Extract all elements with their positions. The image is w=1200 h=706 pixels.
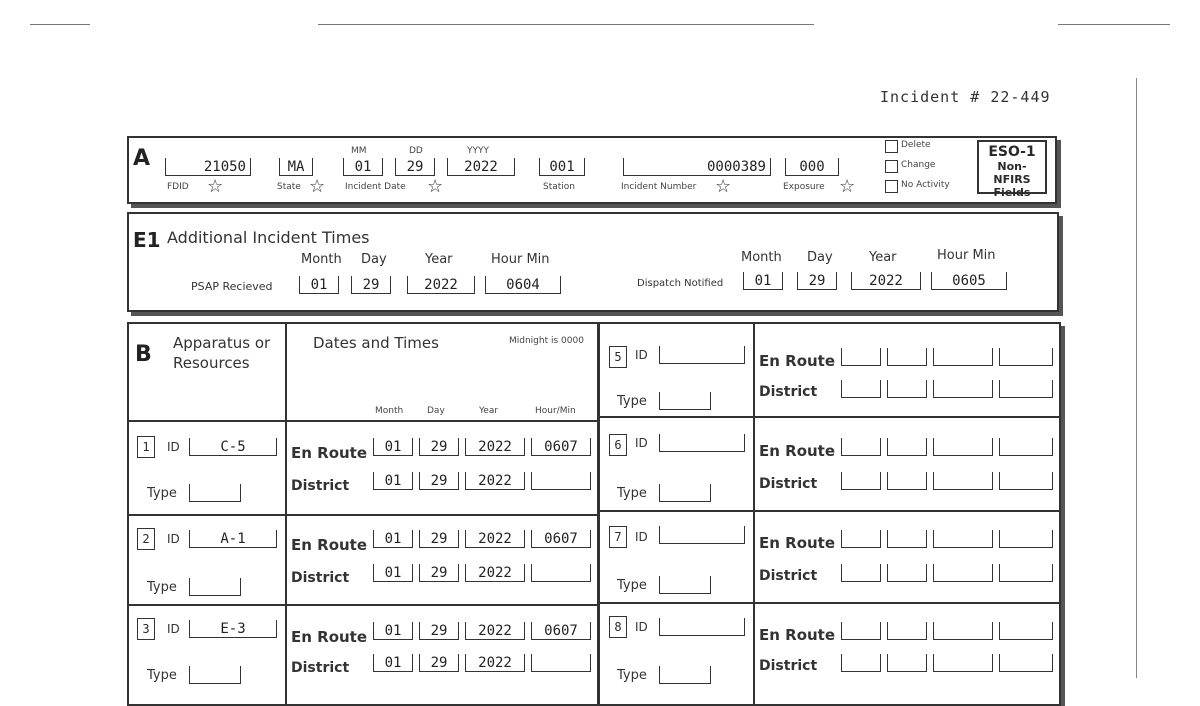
- dispatch-month-field[interactable]: 01: [743, 272, 783, 290]
- fields-label: Fields: [993, 186, 1031, 199]
- midnight-note: Midnight is 0000: [509, 336, 584, 346]
- unit-id-label: ID: [167, 622, 180, 636]
- exposure-label: Exposure: [783, 182, 825, 192]
- dispatch-month-label: Month: [741, 250, 782, 265]
- state-label: State: [277, 182, 301, 192]
- unit-number-box: 6: [609, 434, 627, 456]
- apparatus-title-line2: Resources: [173, 354, 250, 372]
- district-day-field[interactable]: [887, 564, 927, 582]
- unit-id-label: ID: [635, 530, 648, 544]
- district-label: District: [291, 660, 350, 676]
- district-month-field[interactable]: [841, 564, 881, 582]
- unit-type-field[interactable]: [189, 578, 241, 596]
- psap-year-label: Year: [425, 252, 453, 267]
- divider: [599, 602, 1059, 604]
- en-route-label: En Route: [759, 626, 836, 644]
- en-route-label: En Route: [291, 536, 368, 554]
- no-activity-checkbox[interactable]: [885, 180, 898, 193]
- district-day-field[interactable]: [887, 472, 927, 490]
- col-day-label: Day: [427, 406, 445, 416]
- en-route-day-field[interactable]: [887, 622, 927, 640]
- dispatch-hourmin-field[interactable]: 0605: [931, 272, 1007, 290]
- section-e1-title: Additional Incident Times: [167, 228, 370, 247]
- station-label: Station: [543, 182, 575, 192]
- unit-type-field[interactable]: [189, 484, 241, 502]
- apparatus-title-line1: Apparatus or: [173, 334, 271, 352]
- unit-type-field[interactable]: [659, 576, 711, 594]
- unit-id-field[interactable]: A-1: [189, 530, 277, 548]
- district-day-field[interactable]: 29: [419, 654, 459, 672]
- psap-day-label: Day: [361, 252, 387, 267]
- en-route-hourmin-field[interactable]: [999, 348, 1053, 366]
- unit-id-label: ID: [167, 532, 180, 546]
- en-route-label: En Route: [291, 628, 368, 646]
- en-route-year-field[interactable]: [933, 622, 993, 640]
- incident-number-header: Incident # 22-449: [880, 88, 1051, 106]
- incident-year-field[interactable]: 2022: [447, 158, 515, 176]
- en-route-month-field[interactable]: 01: [373, 438, 413, 456]
- unit-type-field[interactable]: [659, 666, 711, 684]
- district-label: District: [759, 658, 818, 674]
- yyyy-label: YYYY: [467, 146, 489, 156]
- non-nfirs-label: Non-NFIRS: [993, 160, 1031, 186]
- unit-id-label: ID: [167, 440, 180, 454]
- right-margin-rule: [1136, 78, 1137, 678]
- dispatch-hourmin-label: Hour Min: [937, 248, 996, 263]
- unit-number-box: 7: [609, 526, 627, 548]
- unit-type-label: Type: [147, 668, 177, 683]
- psap-received-label: PSAP Recieved: [191, 280, 273, 293]
- fdid-field[interactable]: 21050: [165, 158, 251, 176]
- dispatch-day-label: Day: [807, 250, 833, 265]
- en-route-year-field[interactable]: 2022: [465, 622, 525, 640]
- district-year-field[interactable]: 2022: [465, 472, 525, 490]
- district-hourmin-field[interactable]: [999, 564, 1053, 582]
- district-month-field[interactable]: [841, 654, 881, 672]
- change-checkbox[interactable]: [885, 160, 898, 173]
- unit-id-field[interactable]: [659, 434, 745, 452]
- required-star-icon: ☆: [309, 176, 326, 197]
- incident-number-label: Incident Number: [621, 182, 697, 192]
- district-hourmin-field[interactable]: [531, 654, 591, 672]
- en-route-month-field[interactable]: 01: [373, 530, 413, 548]
- en-route-hourmin-field[interactable]: 0607: [531, 530, 591, 548]
- incident-number-field[interactable]: 0000389: [623, 158, 771, 176]
- form-id-box: [977, 140, 1047, 199]
- no-activity-label: No Activity: [901, 180, 950, 190]
- en-route-label: En Route: [759, 534, 836, 552]
- unit-type-label: Type: [617, 486, 647, 501]
- divider: [599, 510, 1059, 512]
- incident-day-field[interactable]: 29: [395, 158, 435, 176]
- district-label: District: [291, 478, 350, 494]
- required-star-icon: ☆: [427, 176, 444, 197]
- en-route-year-field[interactable]: [933, 530, 993, 548]
- district-label: District: [291, 570, 350, 586]
- exposure-field[interactable]: 000: [785, 158, 839, 176]
- top-scan-line: [30, 24, 90, 25]
- unit-number-box: 3: [137, 618, 155, 640]
- district-hourmin-field[interactable]: [531, 564, 591, 582]
- en-route-day-field[interactable]: 29: [419, 438, 459, 456]
- psap-year-field[interactable]: 2022: [407, 276, 475, 294]
- unit-id-field[interactable]: E-3: [189, 620, 277, 638]
- en-route-label: En Route: [291, 444, 368, 462]
- en-route-label: En Route: [759, 442, 836, 460]
- en-route-day-field[interactable]: [887, 438, 927, 456]
- en-route-day-field[interactable]: [887, 348, 927, 366]
- district-day-field[interactable]: 29: [419, 472, 459, 490]
- psap-month-field[interactable]: 01: [299, 276, 339, 294]
- district-year-field[interactable]: [933, 654, 993, 672]
- state-field[interactable]: MA: [279, 158, 313, 176]
- fdid-label: FDID: [167, 182, 189, 192]
- district-day-field[interactable]: [887, 380, 927, 398]
- required-star-icon: ☆: [839, 176, 856, 197]
- station-field[interactable]: 001: [539, 158, 585, 176]
- district-hourmin-field[interactable]: [999, 380, 1053, 398]
- district-year-field[interactable]: 2022: [465, 654, 525, 672]
- psap-month-label: Month: [301, 252, 342, 267]
- district-month-field[interactable]: 01: [373, 472, 413, 490]
- section-a-panel: [127, 136, 1057, 204]
- en-route-hourmin-field[interactable]: [999, 530, 1053, 548]
- en-route-month-field[interactable]: 01: [373, 622, 413, 640]
- district-hourmin-field[interactable]: [531, 472, 591, 490]
- en-route-year-field[interactable]: [933, 348, 993, 366]
- form-id-label: ESO-1: [988, 144, 1036, 160]
- unit-number-box: 5: [609, 346, 627, 368]
- top-scan-line: [318, 24, 814, 25]
- delete-checkbox[interactable]: [885, 140, 898, 153]
- unit-id-field[interactable]: [659, 526, 745, 544]
- dispatch-year-field[interactable]: 2022: [851, 272, 921, 290]
- unit-id-label: ID: [635, 620, 648, 634]
- divider: [753, 324, 755, 704]
- dispatch-year-label: Year: [869, 250, 897, 265]
- district-day-field[interactable]: 29: [419, 564, 459, 582]
- required-star-icon: ☆: [715, 176, 732, 197]
- en-route-label: En Route: [759, 352, 836, 370]
- district-hourmin-field[interactable]: [999, 654, 1053, 672]
- unit-type-label: Type: [617, 578, 647, 593]
- unit-id-field[interactable]: [659, 618, 745, 636]
- psap-hourmin-label: Hour Min: [491, 252, 550, 267]
- unit-type-field[interactable]: [659, 484, 711, 502]
- en-route-month-field[interactable]: [841, 622, 881, 640]
- en-route-month-field[interactable]: [841, 530, 881, 548]
- top-scan-line: [1058, 24, 1170, 25]
- district-label: District: [759, 476, 818, 492]
- district-label: District: [759, 384, 818, 400]
- divider: [129, 514, 597, 516]
- district-month-field[interactable]: 01: [373, 564, 413, 582]
- psap-hourmin-field[interactable]: 0604: [485, 276, 561, 294]
- section-e1-panel: [127, 212, 1059, 312]
- en-route-hourmin-field[interactable]: [999, 438, 1053, 456]
- district-year-field[interactable]: 2022: [465, 564, 525, 582]
- dispatch-day-field[interactable]: 29: [797, 272, 837, 290]
- en-route-hourmin-field[interactable]: 0607: [531, 622, 591, 640]
- en-route-month-field[interactable]: [841, 438, 881, 456]
- en-route-day-field[interactable]: 29: [419, 622, 459, 640]
- col-month-label: Month: [375, 406, 404, 416]
- unit-type-field[interactable]: [659, 392, 711, 410]
- unit-id-label: ID: [635, 436, 648, 450]
- divider: [599, 416, 1059, 418]
- unit-number-box: 1: [137, 436, 155, 458]
- divider: [129, 420, 597, 422]
- unit-number-box: 2: [137, 528, 155, 550]
- section-b-panel: [127, 322, 1061, 706]
- district-month-field[interactable]: [841, 380, 881, 398]
- col-hourmin-label: Hour/Min: [535, 406, 576, 416]
- unit-type-label: Type: [617, 394, 647, 409]
- dd-label: DD: [409, 146, 423, 156]
- mm-label: MM: [351, 146, 367, 156]
- en-route-month-field[interactable]: [841, 348, 881, 366]
- en-route-year-field[interactable]: 2022: [465, 530, 525, 548]
- district-year-field[interactable]: [933, 472, 993, 490]
- unit-id-field[interactable]: [659, 346, 745, 364]
- unit-type-field[interactable]: [189, 666, 241, 684]
- district-year-field[interactable]: [933, 380, 993, 398]
- unit-type-label: Type: [617, 668, 647, 683]
- district-label: District: [759, 568, 818, 584]
- en-route-day-field[interactable]: 29: [419, 530, 459, 548]
- divider: [129, 604, 597, 606]
- en-route-year-field[interactable]: 2022: [465, 438, 525, 456]
- incident-month-field[interactable]: 01: [343, 158, 383, 176]
- col-year-label: Year: [479, 406, 499, 416]
- section-e1-letter: E1: [133, 228, 161, 252]
- unit-type-label: Type: [147, 580, 177, 595]
- change-label: Change: [901, 160, 936, 170]
- en-route-year-field[interactable]: [933, 438, 993, 456]
- unit-id-label: ID: [635, 348, 648, 362]
- en-route-hourmin-field[interactable]: 0607: [531, 438, 591, 456]
- psap-day-field[interactable]: 29: [351, 276, 391, 294]
- incident-date-label: Incident Date: [345, 182, 406, 192]
- en-route-hourmin-field[interactable]: [999, 622, 1053, 640]
- unit-number-box: 8: [609, 616, 627, 638]
- district-hourmin-field[interactable]: [999, 472, 1053, 490]
- dates-times-title: Dates and Times: [313, 334, 439, 352]
- district-day-field[interactable]: [887, 654, 927, 672]
- en-route-day-field[interactable]: [887, 530, 927, 548]
- unit-type-label: Type: [147, 486, 177, 501]
- required-star-icon: ☆: [207, 176, 224, 197]
- divider: [597, 324, 600, 704]
- section-a-letter: A: [133, 146, 151, 171]
- dispatch-notified-label: Dispatch Notified: [637, 278, 724, 289]
- delete-label: Delete: [901, 140, 931, 150]
- district-month-field[interactable]: 01: [373, 654, 413, 672]
- unit-id-field[interactable]: C-5: [189, 438, 277, 456]
- district-year-field[interactable]: [933, 564, 993, 582]
- section-b-letter: B: [135, 342, 152, 367]
- district-month-field[interactable]: [841, 472, 881, 490]
